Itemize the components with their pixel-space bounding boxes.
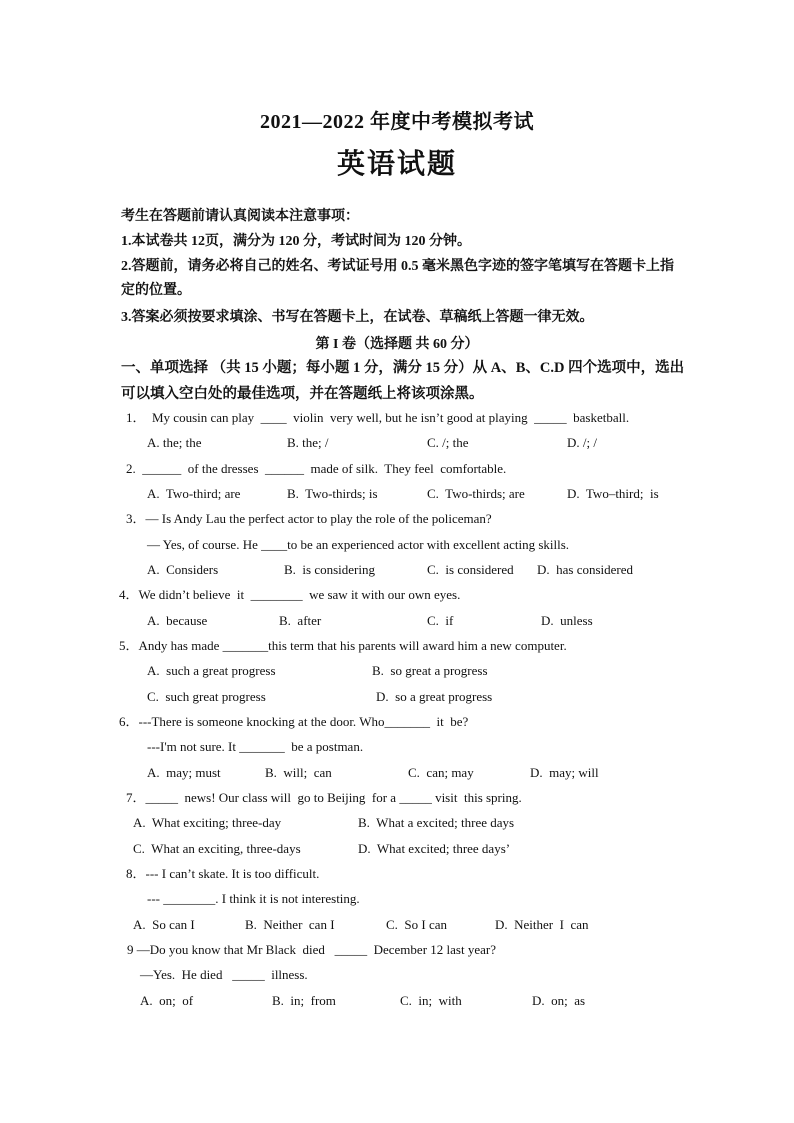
option-d: D. may; will [530,765,599,780]
question-stem: 1． My cousin can play ____ violin very well, but he isn’t good at playing _____ basketball. [126,410,630,425]
question-stem: 6．---There is someone knocking at the door. Who_______ it be? [119,714,469,729]
option-a: A. Considers [147,562,219,577]
option-d: D. so a great progress [376,689,493,704]
notice-heading: 考生在答题前请认真阅读本注意事项： [121,209,359,224]
section-instruction: 一、单项选择 （共 15 小题；每小题 1 分，满分 15 分）从 A、B、C.D 四个选项中，选出可以填入空白处的最佳选项，并在答题纸上将该项涂黑。 [121,360,685,402]
option-b: B. will; can [265,765,332,780]
option-d: D. Two–third; is [567,486,659,501]
option-c: C. So I can [386,917,448,932]
question-stem-line-2: --- ________. I think it is not interesting. [147,891,360,906]
question-stem-line-2: — Yes, of course. He ____to be an experienced actor with excellent acting skills. [147,537,570,552]
option-c: C. in; with [400,993,462,1008]
option-c: C. can; may [408,765,474,780]
option-b: B. in; from [272,993,336,1008]
option-b: B. the; / [287,435,329,450]
option-d: D. on; as [532,993,586,1008]
option-b: B. Two-thirds; is [287,486,378,501]
question-stem: 2. ______ of the dresses ______ made of silk. They feel comfortable. [126,461,507,476]
option-a: A. on; of [140,993,194,1008]
option-a: A. Two-third; are [147,486,241,501]
option-c: C. is considered [427,562,514,577]
question-stem-line-2: —Yes. He died _____ illness. [140,967,308,982]
question-stem: 5．Andy has made _______this term that his parents will award him a new computer. [119,638,567,653]
option-c: C. Two-thirds; are [427,486,525,501]
option-a: A. the; the [147,435,202,450]
option-a: A. may; must [147,765,221,780]
option-d: D. What excited; three days’ [358,841,511,856]
option-b: B. after [279,613,322,628]
option-c: C. What an exciting, three-days [133,841,301,856]
option-b: B. so great a progress [372,663,488,678]
option-a: A. So can I [133,917,195,932]
option-c: C. if [427,613,454,628]
notice-item-2: 2.答题前，请务必将自己的姓名、考试证号用 0.5 毫米黑色字迹的签字笔填写在答题卡上指定的位置。 [121,259,674,298]
option-d: D. unless [541,613,593,628]
exam-title: 2021—2022 年度中考模拟考试 [260,111,534,133]
question-stem: 9 —Do you know that Mr Black died _____ December 12 last year? [127,942,496,957]
subject-title: 英语试题 [336,149,457,180]
notice-item-3: 3.答案必须按要求填涂、书写在答题卡上，在试卷、草稿纸上答题一律无效。 [121,310,594,325]
option-a: A. because [147,613,208,628]
option-d: D. Neither I can [495,917,589,932]
option-c: C. such great progress [147,689,266,704]
option-d: D. has considered [537,562,634,577]
option-b: B. What a excited; three days [358,815,515,830]
option-a: A. such a great progress [147,663,276,678]
question-stem: 4．We didn’t believe it ________ we saw it with our own eyes. [119,587,461,602]
option-a: A. What exciting; three-day [133,815,282,830]
option-c: C. /; the [427,435,469,450]
option-b: B. Neither can I [245,917,335,932]
question-stem: 7．_____ news! Our class will go to Beijing for a _____ visit this spring. [126,790,522,805]
question-stem-line-2: ---I'm not sure. It _______ be a postman. [147,739,364,754]
option-d: D. /; / [567,435,597,450]
question-stem: 8．--- I can’t skate. It is too difficult. [126,866,320,881]
notice-item-1: 1.本试卷共 12页，满分为 120 分，考试时间为 120 分钟。 [121,234,471,249]
question-stem: 3．— Is Andy Lau the perfect actor to play the role of the policeman? [126,511,492,526]
option-b: B. is considering [284,562,375,577]
section-title: 第 I 卷（选择题 共 60 分） [315,337,479,352]
